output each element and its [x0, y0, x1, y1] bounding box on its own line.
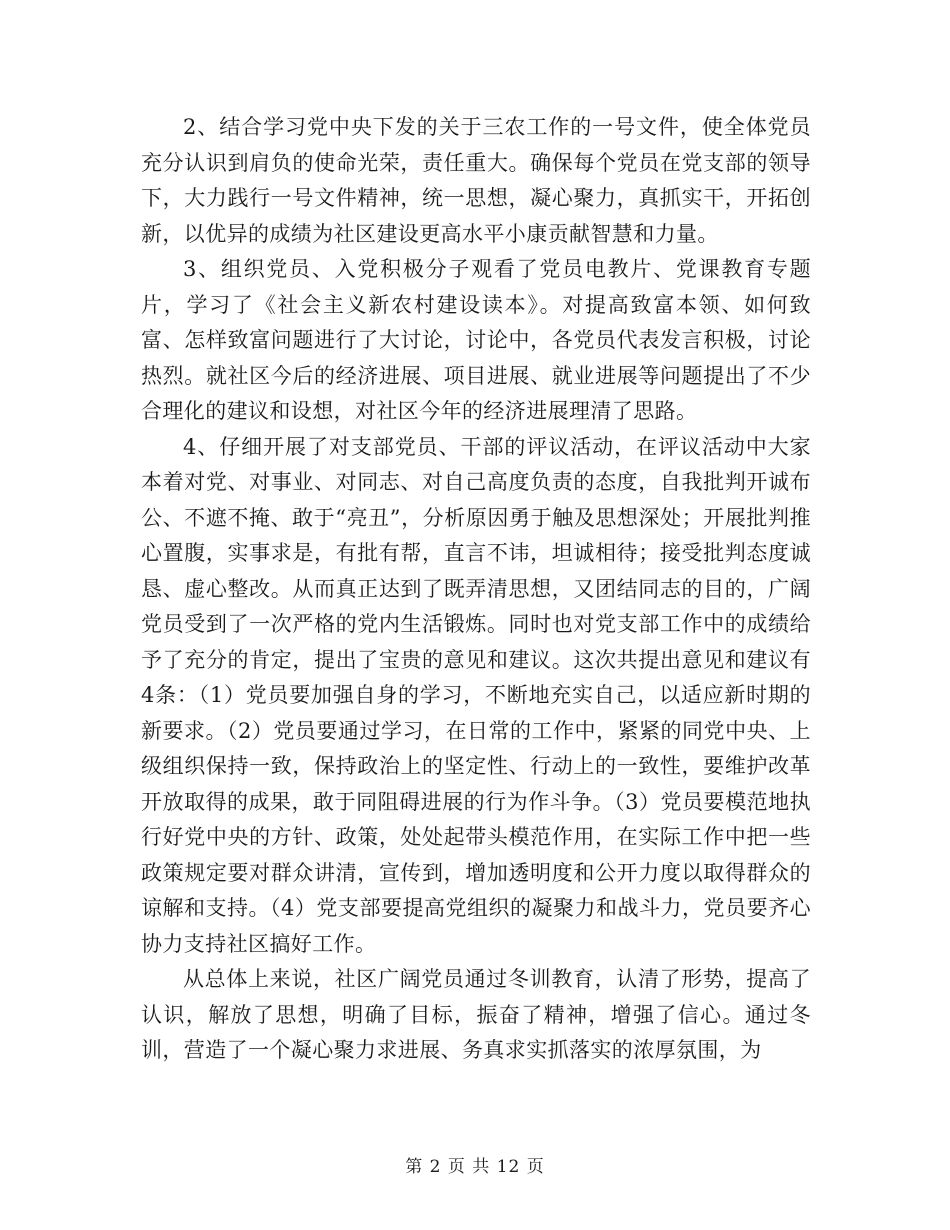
- page-number-footer: 第 2 页 共 12 页: [405, 1157, 545, 1177]
- paragraph-3: 4、仔细开展了对支部党员、干部的评议活动，在评议活动中大家本着对党、对事业、对同志、对自己高度负责的态度，自我批判开诚布公、不遮不掩、敢于“亮丑”，分析原因勇于触及思想深处；开展批判推心置腹，实事求是，有批有帮，直言不讳，坦诚相待；接受批判态度诚恳、虚心整改。从而真正达到了既弄清思想，又团结同志的目的，广阔党员受到了一次严格的党内生活锻炼。同时也对党支部工作中的成绩给予了充分的肯定，提出了宝贵的意见和建议。这次共提出意见和建议有4条：（1）党员要加强自身的学习，不断地充实自己，以适应新时期的新要求。（2）党员要通过学习，在日常的工作中，紧紧的同党中央、上级组织保持一致，保持政治上的坚定性、行动上的一致性，要维护改革开放取得的成果，敢于同阻碍进展的行为作斗争。（3）党员要模范地执行好党中央的方针、政策，处处起带头模范作用，在实际工作中把一些政策规定要对群众讲清，宣传到，增加透明度和公开力度以取得群众的谅解和支持。（4）党支部要提高党组织的凝聚力和战斗力，党员要齐心协力支持社区搞好工作。: [141, 434, 811, 956]
- paragraph-1: 2、结合学习党中央下发的关于三农工作的一号文件，使全体党员充分认识到肩负的使命光荣，责任重大。确保每个党员在党支部的领导下，大力践行一号文件精神，统一思想，凝心聚力，真抓实干，开拓创新，以优异的成绩为社区建设更高水平小康贡献智慧和力量。: [141, 115, 811, 246]
- paragraph-2: 3、组织党员、入党积极分子观看了党员电教片、党课教育专题片，学习了《社会主义新农村建设读本》。对提高致富本领、如何致富、怎样致富问题进行了大讨论，讨论中，各党员代表发言积极，讨论热烈。就社区今后的经济进展、项目进展、就业进展等问题提出了不少合理化的建议和设想，对社区今年的经济进展理清了思路。: [141, 257, 811, 423]
- paragraph-4: 从总体上来说，社区广阔党员通过冬训教育，认清了形势，提高了认识，解放了思想，明确了目标，振奋了精神，增强了信心。通过冬训，营造了一个凝心聚力求进展、务真求实抓落实的浓厚氛围，为: [141, 967, 811, 1062]
- document-body: [141, 110, 811, 1069]
